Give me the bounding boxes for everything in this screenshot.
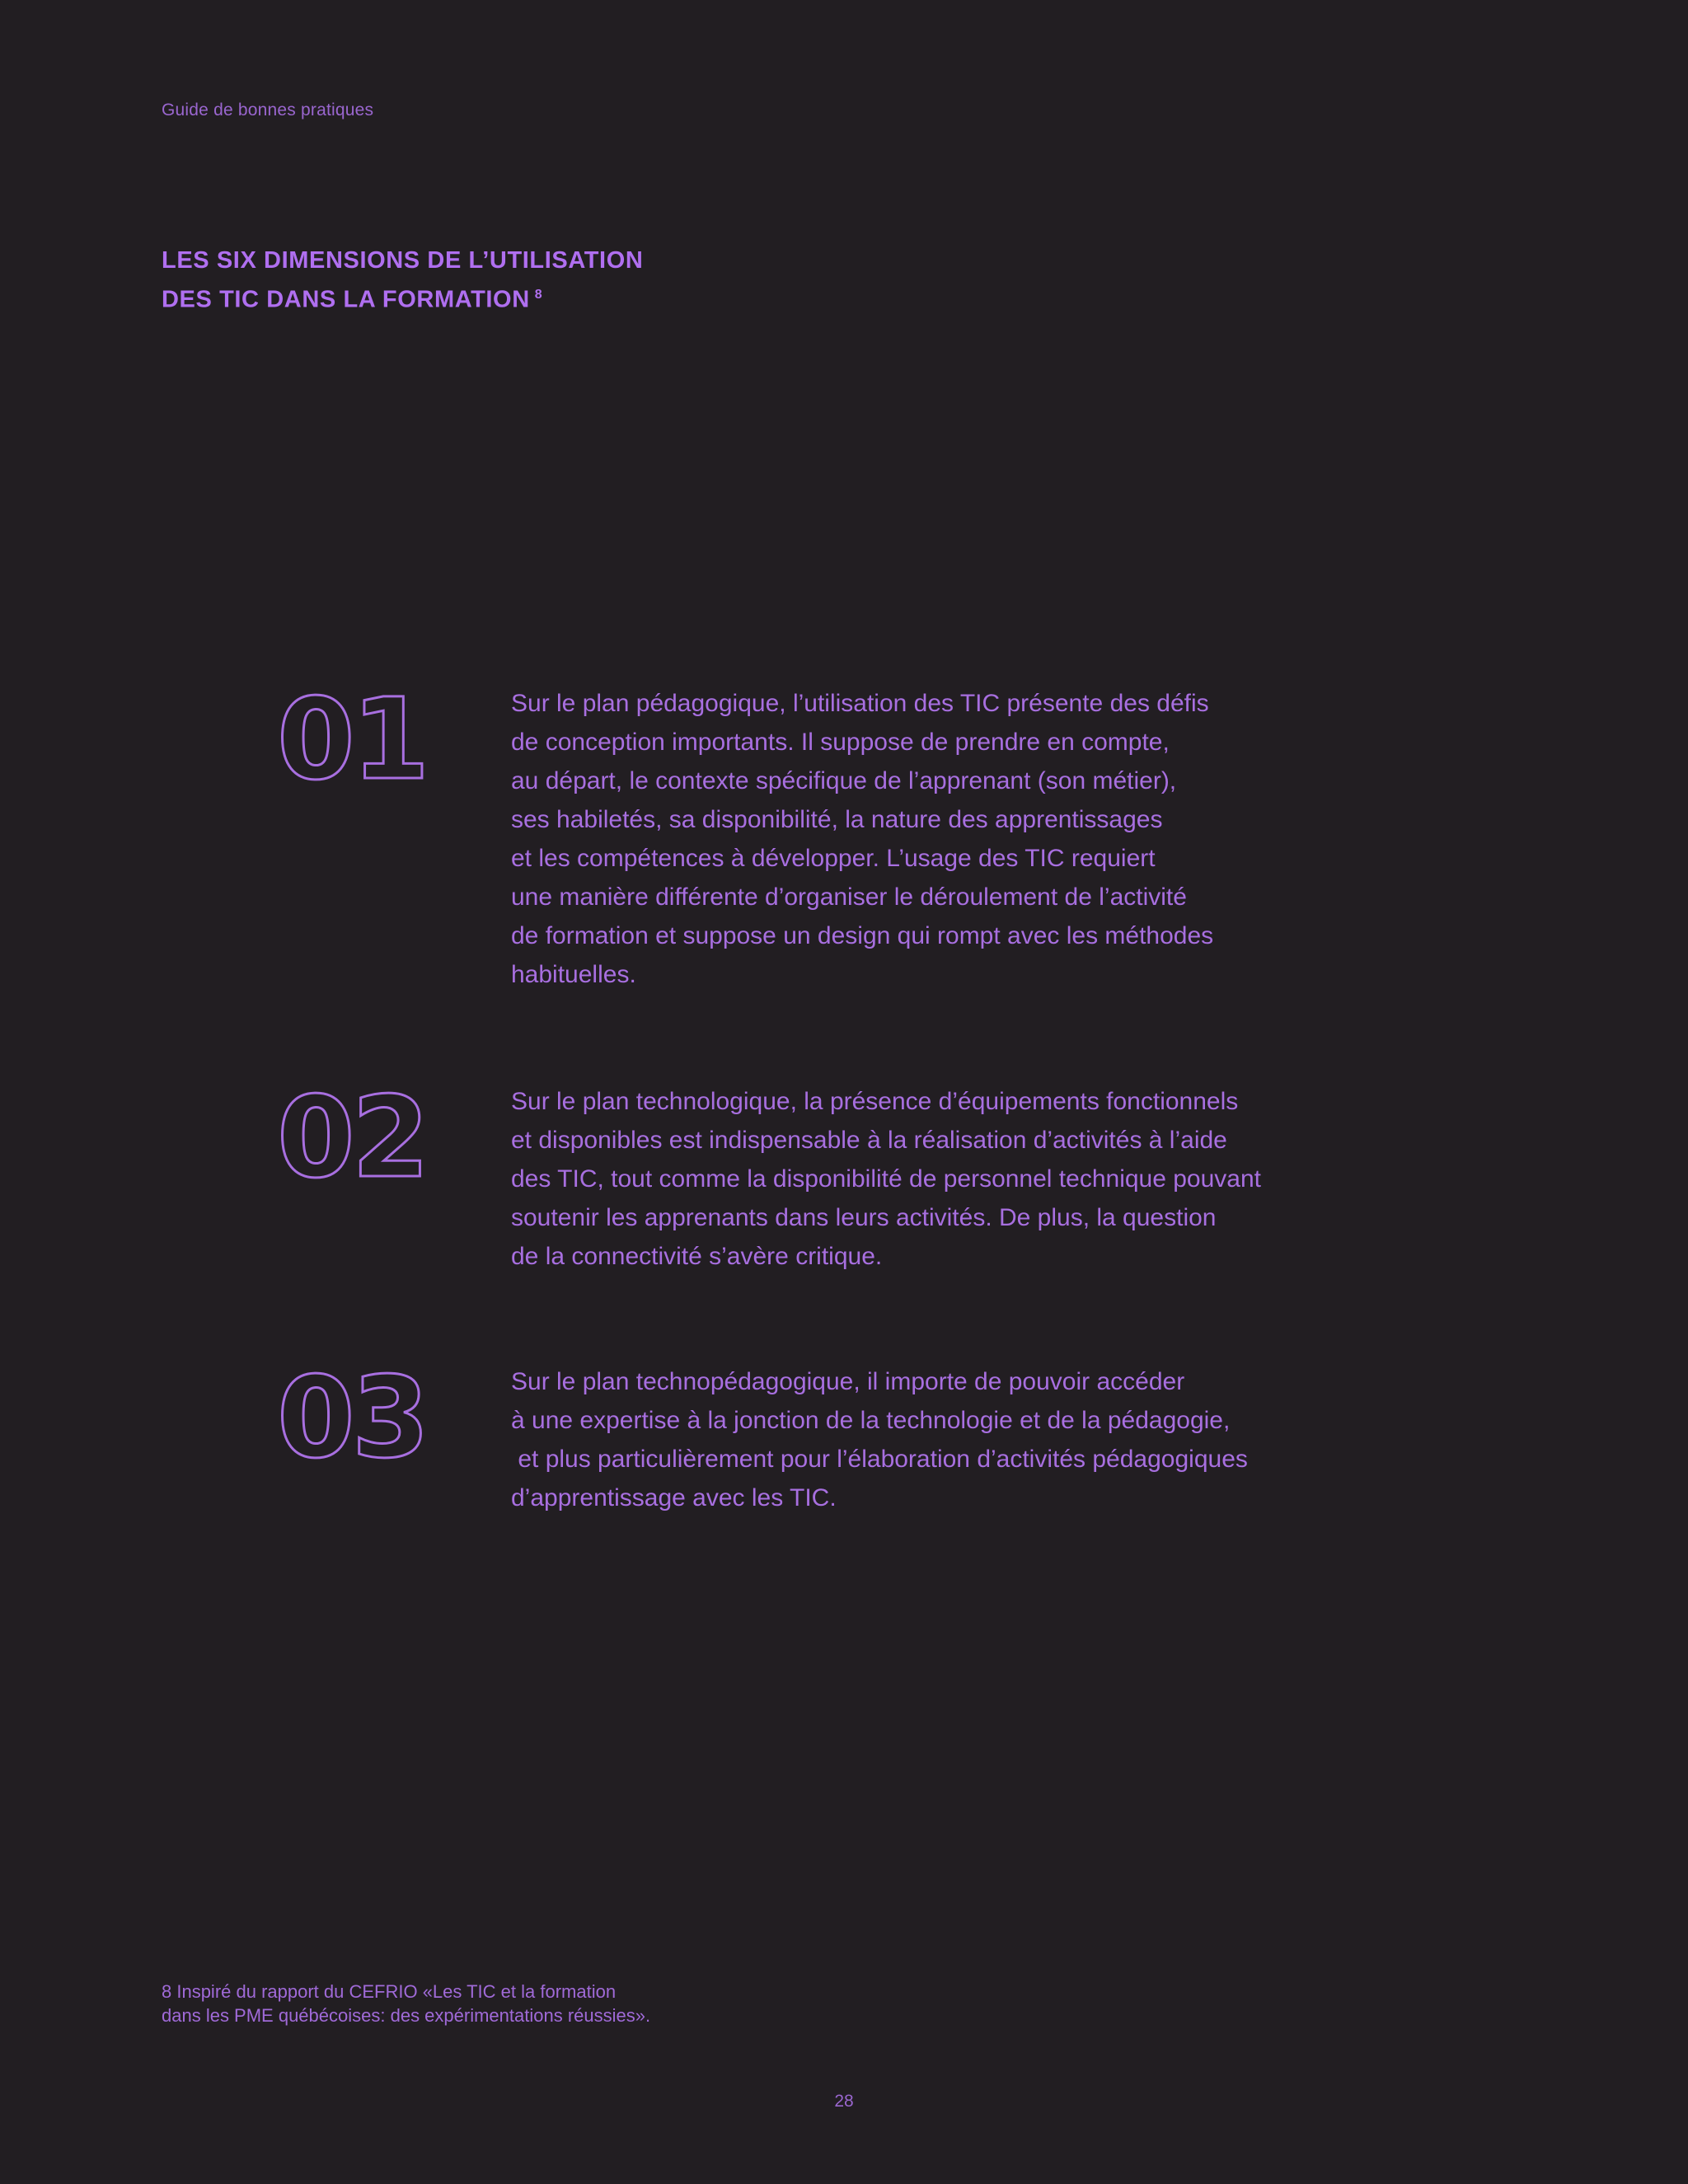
page-number: 28 — [834, 2092, 854, 2111]
text-line: habituelles. — [511, 961, 636, 988]
text-line: de la connectivité s’avère critique. — [511, 1243, 883, 1270]
text-line: Sur le plan pédagogique, l’utilisation des TIC présente des défis — [511, 690, 1209, 717]
dimension-text — [511, 1082, 1434, 1276]
page-title — [162, 244, 643, 317]
text-line: des TIC, tout comme la disponibilité de personnel technique pouvant — [511, 1165, 1262, 1193]
text-line: et disponibles est indispensable à la réalisation d’activités à l’aide — [511, 1127, 1227, 1154]
text-line: une manière différente d’organiser le déroulement de l’activité — [511, 883, 1187, 911]
text-line: Sur le plan technologique, la présence d’équipements fonctionnels — [511, 1088, 1239, 1115]
running-header: Guide de bonnes pratiques — [162, 101, 374, 120]
dimension-text — [511, 684, 1434, 994]
text-line: Sur le plan technopédagogique, il importe de pouvoir accéder — [511, 1368, 1185, 1395]
text-line: et les compétences à développer. L’usage des TIC requiert — [511, 845, 1156, 872]
text-line: de conception importants. Il suppose de prendre en compte, — [511, 729, 1170, 756]
dimension-text — [511, 1362, 1434, 1517]
page-title-line-2 — [162, 278, 643, 317]
dimension-number: 02 — [277, 1073, 427, 1203]
footnote-line-1: 8 Inspiré du rapport du CEFRIO «Les TIC et la formation — [162, 1981, 617, 2002]
text-line: au départ, le contexte spécifique de l’apprenant (son métier), — [511, 767, 1177, 794]
text-line: et plus particulièrement pour l’élaboration d’activités pédagogiques — [511, 1446, 1248, 1473]
footnote-reference: 8 — [534, 288, 542, 302]
dimension-number: 03 — [277, 1353, 427, 1483]
page-title-line-2-text: DES TIC DANS LA FORMATION — [162, 286, 530, 313]
text-line: à une expertise à la jonction de la technologie et de la pédagogie, — [511, 1407, 1231, 1434]
text-line: soutenir les apprenants dans leurs activités. De plus, la question — [511, 1204, 1217, 1231]
text-line: de formation et suppose un design qui rompt avec les méthodes — [511, 922, 1214, 949]
footnote-line-2: dans les PME québécoises: des expérimentations réussies». — [162, 2005, 651, 2026]
dimension-number: 01 — [277, 675, 427, 805]
footnote — [162, 1980, 650, 2027]
page-title-line-1: LES SIX DIMENSIONS DE L’UTILISATION — [162, 247, 644, 274]
text-line: ses habiletés, sa disponibilité, la nature des apprentissages — [511, 806, 1163, 833]
text-line: d’apprentissage avec les TIC. — [511, 1484, 837, 1511]
